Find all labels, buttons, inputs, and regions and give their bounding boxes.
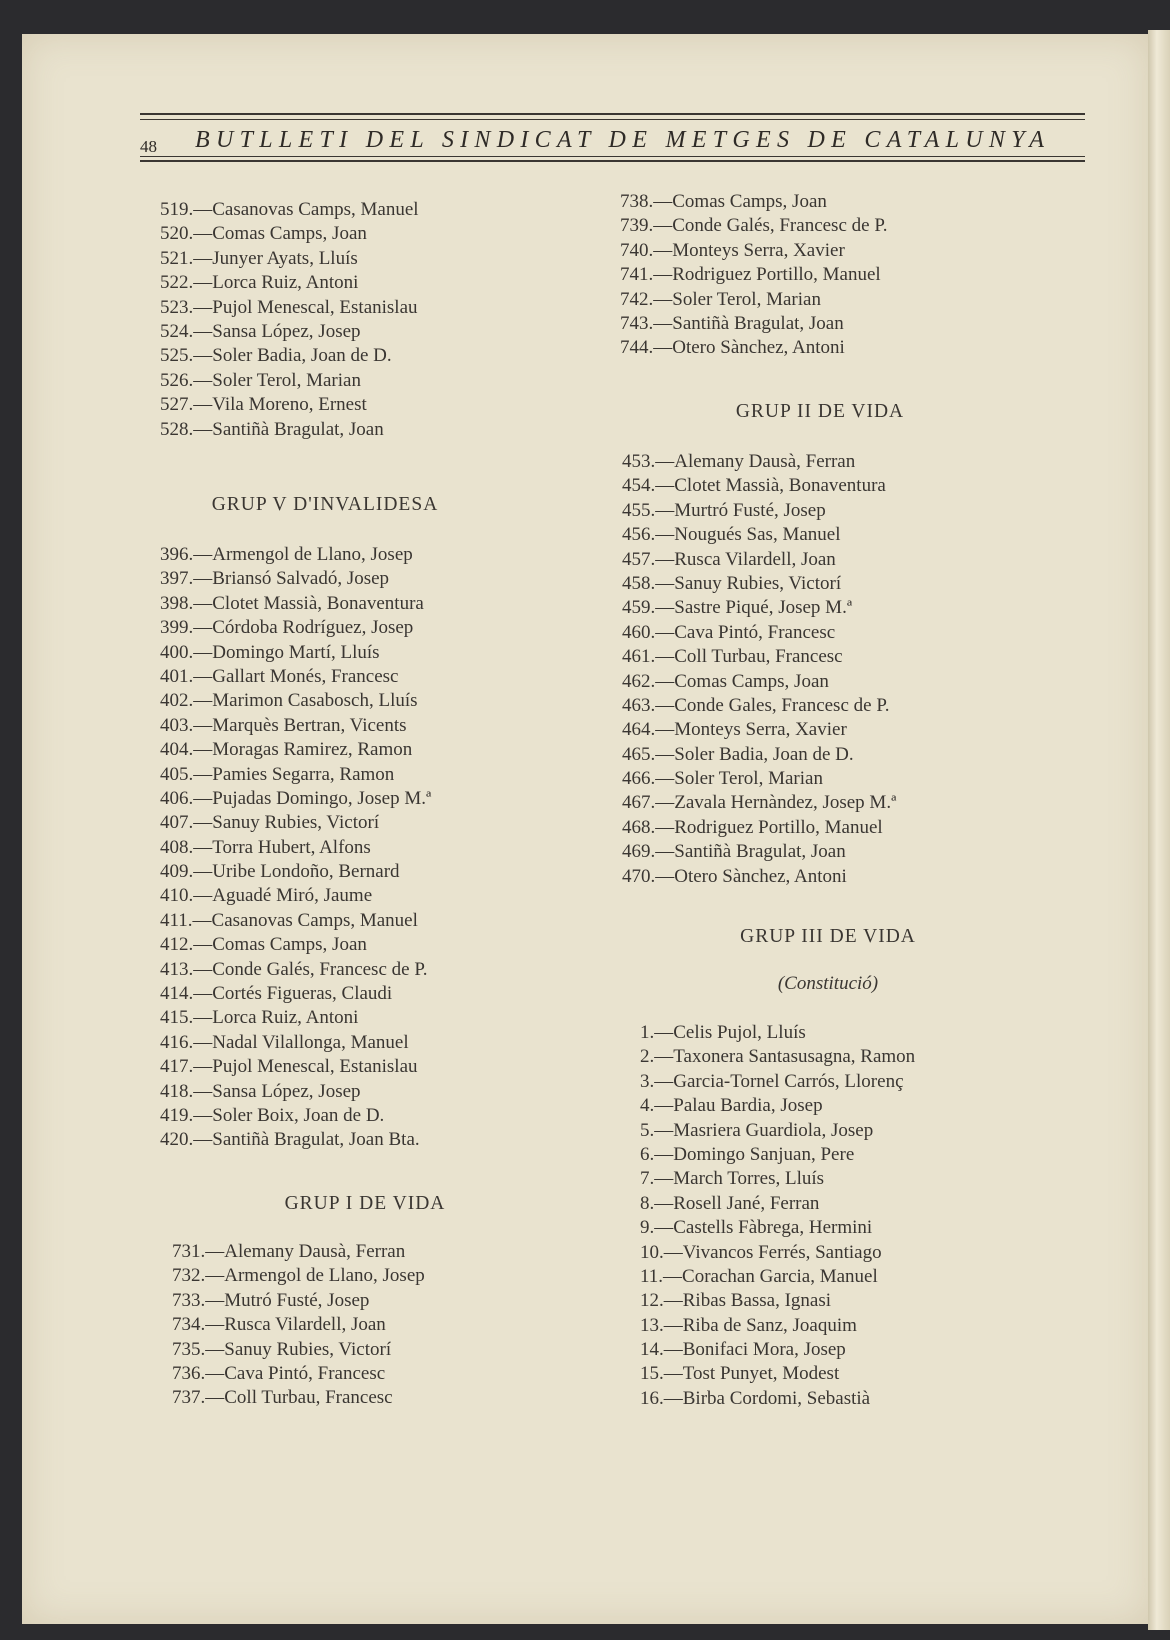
entry-name: —Clotet Massià, Bonaventura <box>193 592 424 614</box>
entry-name: —Moragas Ramirez, Ramon <box>193 739 413 761</box>
entry-number: 736. <box>172 1362 206 1384</box>
list-item <box>160 665 490 689</box>
running-title: BUTLLETI DEL SINDICAT DE METGES DE CATALUNYA <box>195 127 1051 153</box>
entry-number: 405. <box>160 763 194 785</box>
list-item <box>622 499 982 523</box>
entry-name: —Monteys Serra, Xavier <box>655 719 847 741</box>
entry-number: 527. <box>160 394 194 416</box>
list-item <box>622 621 982 645</box>
entry-name: —Soler Terol, Marian <box>193 369 361 391</box>
entry-name: —Lorca Ruiz, Antoni <box>193 272 359 294</box>
entry-name: —Bonifaci Mora, Josep <box>663 1339 846 1361</box>
entry-number: 412. <box>160 934 194 956</box>
section-title-grup-i: GRUP I DE VIDA <box>284 1193 446 1214</box>
entry-number: 406. <box>160 787 194 809</box>
entry-name: —Birba Cordomi, Sebastià <box>663 1387 871 1409</box>
entry-name: —Sanuy Rubies, Victorí <box>193 812 380 834</box>
list-item <box>160 320 490 344</box>
list-item <box>620 288 980 312</box>
list-item <box>160 222 490 246</box>
entry-name: —Alemany Dausà, Ferran <box>655 451 856 472</box>
entry-number: 733. <box>172 1289 206 1311</box>
list-item <box>622 474 982 498</box>
list-item <box>622 670 982 694</box>
entry-name: —Otero Sànchez, Antoni <box>653 337 845 359</box>
entry-number: 4. <box>640 1095 655 1117</box>
entry-number: 454. <box>622 475 656 497</box>
entry-name: —Domingo Sanjuan, Pere <box>654 1143 855 1165</box>
header-rule <box>140 156 1085 157</box>
entry-name: —Mutró Fusté, Josep <box>205 1289 370 1311</box>
entry-name: —Taxonera Santasusagna, Ramon <box>654 1046 916 1068</box>
list-item <box>160 1104 490 1128</box>
entry-number: 418. <box>160 1080 194 1102</box>
list-item <box>172 1313 502 1337</box>
entry-number: 526. <box>160 369 194 391</box>
list-item <box>160 296 490 320</box>
entry-number: 521. <box>160 247 194 269</box>
entry-number: 743. <box>620 312 654 334</box>
entry-number: 465. <box>622 743 656 765</box>
entry-number: 737. <box>172 1387 206 1409</box>
entry-number: 468. <box>622 816 656 838</box>
header-rule <box>140 160 1085 162</box>
entry-name: —Conde Galés, Francesc de P. <box>193 958 428 980</box>
entry-name: —Uribe Londoño, Bernard <box>193 861 400 883</box>
list-item <box>620 312 980 336</box>
entry-name: —Pujol Menescal, Estanislau <box>193 296 418 318</box>
entry-name: —Córdoba Rodríguez, Josep <box>193 617 414 639</box>
list-item <box>640 1314 1000 1338</box>
entry-name: —Rusca Vilardell, Joan <box>655 548 836 570</box>
entry-number: 462. <box>622 670 656 692</box>
list-item <box>160 738 490 762</box>
list-item <box>620 263 980 287</box>
entry-number: 457. <box>622 548 656 570</box>
entry-name: —Cortés Figueras, Claudi <box>193 983 393 1005</box>
list-item <box>160 787 490 811</box>
entry-number: 525. <box>160 345 194 367</box>
list-item <box>172 1386 502 1410</box>
entry-number: 455. <box>622 499 656 521</box>
section-title-grup-v: GRUP V D'INVALIDESA <box>211 494 439 515</box>
entry-name: —Coll Turbau, Francesc <box>205 1387 393 1409</box>
entry-name: —Conde Gales, Francesc de P. <box>655 694 890 716</box>
list-item <box>160 933 490 957</box>
list-item <box>640 1094 1000 1118</box>
entry-name: —Santiñà Bragulat, Joan <box>653 312 844 334</box>
entry-name: —Otero Sànchez, Antoni <box>655 865 847 887</box>
list-item <box>640 1045 1000 1069</box>
entry-name: —Celis Pujol, Lluís <box>654 1022 806 1043</box>
entry-name: —Garcia-Tornel Carrós, Llorenç <box>654 1070 904 1092</box>
page-header <box>140 113 1085 163</box>
entry-name: —Santiñà Bragulat, Joan <box>193 418 384 440</box>
page-edge <box>1148 30 1170 1630</box>
entry-number: 735. <box>172 1338 206 1360</box>
entry-number: 417. <box>160 1056 194 1078</box>
entry-number: 7. <box>640 1168 655 1190</box>
entry-name: —Soler Badia, Joan de D. <box>193 345 392 367</box>
entry-number: 453. <box>622 451 656 472</box>
list-item <box>160 982 490 1006</box>
entry-number: 419. <box>160 1104 194 1126</box>
list-item <box>622 645 982 669</box>
entry-name: —Soler Terol, Marian <box>655 768 823 790</box>
entry-number: 734. <box>172 1314 206 1336</box>
list-item <box>622 718 982 742</box>
entry-name: —Pujadas Domingo, Josep M.ª <box>193 787 432 809</box>
entry-number: 523. <box>160 296 194 318</box>
entry-name: —Casanovas Camps, Manuel <box>192 909 418 931</box>
entry-name: —Briansó Salvadó, Josep <box>193 568 390 590</box>
entry-name: —Nougués Sas, Manuel <box>655 524 841 546</box>
entry-number: 401. <box>160 665 194 687</box>
list-item <box>160 909 490 933</box>
entry-number: 407. <box>160 812 194 834</box>
entry-name: —Sanuy Rubies, Victorí <box>205 1338 392 1360</box>
list-item <box>160 418 490 442</box>
list-item <box>160 247 490 271</box>
list-item <box>160 592 490 616</box>
entry-name: —Sansa López, Josep <box>193 1080 361 1102</box>
list-item <box>160 836 490 860</box>
entry-number: 458. <box>622 572 656 594</box>
entry-number: 738. <box>620 191 654 212</box>
list-item <box>622 548 982 572</box>
list-item <box>160 763 490 787</box>
list-item <box>622 572 982 596</box>
entry-number: 460. <box>622 621 656 643</box>
entry-name: —Soler Terol, Marian <box>653 288 821 310</box>
header-rule <box>140 119 1085 120</box>
entry-name: —Vivancos Ferrés, Santiago <box>663 1241 882 1263</box>
list-item <box>160 714 490 738</box>
entry-name: —Comas Camps, Joan <box>653 191 827 212</box>
list-item <box>620 190 980 214</box>
entry-name: —Sanuy Rubies, Victorí <box>655 572 842 594</box>
entry-number: 16. <box>640 1387 664 1409</box>
list-item <box>160 1031 490 1055</box>
entry-number: 470. <box>622 865 656 887</box>
entry-number: 400. <box>160 641 194 663</box>
entry-name: —Santiñà Bragulat, Joan Bta. <box>193 1129 420 1151</box>
list-item <box>172 1289 502 1313</box>
entry-number: 2. <box>640 1046 655 1068</box>
entry-name: —Comas Camps, Joan <box>655 670 829 692</box>
entry-name: —Rodriguez Portillo, Manuel <box>653 264 881 286</box>
entry-number: 739. <box>620 215 654 237</box>
list-item <box>172 1338 502 1362</box>
entry-number: 415. <box>160 1007 194 1029</box>
list-item <box>160 1080 490 1104</box>
entry-number: 1. <box>640 1022 655 1043</box>
entry-name: —Santiñà Bragulat, Joan <box>655 841 846 863</box>
entry-name: —Rodriguez Portillo, Manuel <box>655 816 883 838</box>
list-item <box>160 689 490 713</box>
entry-number: 420. <box>160 1129 194 1151</box>
entry-name: —Junyer Ayats, Lluís <box>193 247 358 269</box>
entry-number: 411. <box>160 909 193 931</box>
entry-number: 12. <box>640 1290 664 1312</box>
list-item <box>160 393 490 417</box>
list-item <box>640 1362 1000 1386</box>
entry-number: 740. <box>620 239 654 261</box>
entry-number: 466. <box>622 768 656 790</box>
entry-number: 11. <box>640 1265 664 1287</box>
entry-name: —Clotet Massià, Bonaventura <box>655 475 886 497</box>
entry-number: 9. <box>640 1217 655 1239</box>
entry-name: —Lorca Ruiz, Antoni <box>193 1007 359 1029</box>
list-item <box>172 1240 502 1264</box>
entry-name: —Cava Pintó, Francesc <box>655 621 836 643</box>
entry-number: 8. <box>640 1192 655 1214</box>
entry-number: 519. <box>160 199 194 220</box>
member-list <box>620 190 980 361</box>
entry-number: 399. <box>160 617 194 639</box>
list-item <box>640 1021 1000 1045</box>
entry-name: —Armengol de Llano, Josep <box>193 544 413 565</box>
entry-number: 416. <box>160 1031 194 1053</box>
list-item <box>640 1192 1000 1216</box>
member-list <box>172 1240 502 1411</box>
list-item <box>160 641 490 665</box>
entry-name: —Nadal Vilallonga, Manuel <box>193 1031 409 1053</box>
entry-name: —Comas Camps, Joan <box>193 223 367 245</box>
list-item <box>622 450 982 474</box>
entry-name: —Armengol de Llano, Josep <box>205 1265 425 1287</box>
list-item <box>640 1119 1000 1143</box>
entry-name: —Sansa López, Josep <box>193 320 361 342</box>
entry-name: —Castells Fàbrega, Hermini <box>654 1217 873 1239</box>
entry-name: —March Torres, Lluís <box>654 1168 825 1190</box>
list-item <box>640 1265 1000 1289</box>
entry-number: 410. <box>160 885 194 907</box>
member-list <box>622 450 982 889</box>
member-list <box>160 543 490 1153</box>
list-item <box>160 369 490 393</box>
entry-number: 396. <box>160 544 194 565</box>
list-item <box>160 958 490 982</box>
entry-name: —Ribas Bassa, Ignasi <box>663 1290 832 1312</box>
list-item <box>160 616 490 640</box>
entry-name: —Marquès Bertran, Vicents <box>193 714 407 736</box>
entry-number: 397. <box>160 568 194 590</box>
list-item <box>640 1070 1000 1094</box>
list-item <box>160 567 490 591</box>
entry-name: —Aguadé Miró, Jaume <box>193 885 373 907</box>
list-item <box>160 271 490 295</box>
entry-name: —Soler Badia, Joan de D. <box>655 743 854 765</box>
entry-name: —Monteys Serra, Xavier <box>653 239 845 261</box>
entry-name: —Rusca Vilardell, Joan <box>205 1314 386 1336</box>
entry-number: 456. <box>622 524 656 546</box>
entry-name: —Domingo Martí, Lluís <box>193 641 380 663</box>
entry-number: 403. <box>160 714 194 736</box>
entry-name: —Comas Camps, Joan <box>193 934 367 956</box>
entry-number: 744. <box>620 337 654 359</box>
list-item <box>640 1241 1000 1265</box>
list-item <box>640 1216 1000 1240</box>
entry-number: 10. <box>640 1241 664 1263</box>
entry-number: 398. <box>160 592 194 614</box>
entry-number: 731. <box>172 1241 206 1262</box>
entry-number: 742. <box>620 288 654 310</box>
list-item <box>640 1338 1000 1362</box>
entry-name: —Zavala Hernàndez, Josep M.ª <box>655 792 897 814</box>
list-item <box>160 884 490 908</box>
list-item <box>160 811 490 835</box>
section-subtitle: (Constitució) <box>777 973 879 994</box>
entry-number: 13. <box>640 1314 664 1336</box>
entry-number: 524. <box>160 320 194 342</box>
header-rule <box>140 113 1085 115</box>
entry-name: —Pamies Segarra, Ramon <box>193 763 395 785</box>
entry-number: 408. <box>160 836 194 858</box>
entry-name: —Conde Galés, Francesc de P. <box>653 215 888 237</box>
list-item <box>160 344 490 368</box>
entry-number: 414. <box>160 983 194 1005</box>
list-item <box>622 840 982 864</box>
entry-number: 404. <box>160 739 194 761</box>
entry-number: 15. <box>640 1363 664 1385</box>
entry-name: —Gallart Monés, Francesc <box>193 665 399 687</box>
entry-name: —Marimon Casabosch, Lluís <box>193 690 418 712</box>
entry-number: 741. <box>620 264 654 286</box>
list-item <box>620 336 980 360</box>
entry-name: —Tost Punyet, Modest <box>663 1363 840 1385</box>
entry-number: 402. <box>160 690 194 712</box>
list-item <box>620 239 980 263</box>
entry-name: —Palau Bardia, Josep <box>654 1095 823 1117</box>
list-item <box>640 1289 1000 1313</box>
entry-number: 3. <box>640 1070 655 1092</box>
list-item <box>622 596 982 620</box>
member-list <box>160 198 490 442</box>
entry-name: —Corachan Garcia, Manuel <box>663 1265 878 1287</box>
entry-number: 459. <box>622 597 656 619</box>
section-title-grup-iii: GRUP III DE VIDA <box>740 926 916 947</box>
entry-name: —Torra Hubert, Alfons <box>193 836 371 858</box>
list-item <box>622 791 982 815</box>
list-item <box>160 860 490 884</box>
entry-number: 14. <box>640 1339 664 1361</box>
page-number: 48 <box>140 137 157 156</box>
entry-number: 520. <box>160 223 194 245</box>
list-item <box>622 767 982 791</box>
entry-name: —Pujol Menescal, Estanislau <box>193 1056 418 1078</box>
entry-number: 464. <box>622 719 656 741</box>
entry-number: 463. <box>622 694 656 716</box>
list-item <box>160 543 490 567</box>
list-item <box>640 1167 1000 1191</box>
entry-number: 467. <box>622 792 656 814</box>
entry-name: —Murtró Fusté, Josep <box>655 499 826 521</box>
list-item <box>160 1128 490 1152</box>
entry-name: —Vila Moreno, Ernest <box>193 394 367 416</box>
entry-name: —Rosell Jané, Ferran <box>654 1192 820 1214</box>
entry-name: —Coll Turbau, Francesc <box>655 646 843 668</box>
entry-number: 5. <box>640 1119 655 1141</box>
section-title-grup-ii: GRUP II DE VIDA <box>735 401 905 422</box>
entry-name: —Sastre Piqué, Josep M.ª <box>655 597 853 619</box>
entry-number: 732. <box>172 1265 206 1287</box>
list-item <box>622 816 982 840</box>
entry-number: 409. <box>160 861 194 883</box>
list-item <box>622 865 982 889</box>
list-item <box>622 743 982 767</box>
entry-name: —Masriera Guardiola, Josep <box>654 1119 874 1141</box>
entry-name: —Riba de Sanz, Joaquim <box>663 1314 857 1336</box>
entry-number: 413. <box>160 958 194 980</box>
member-list <box>640 1021 1000 1411</box>
entry-name: —Cava Pintó, Francesc <box>205 1362 386 1384</box>
entry-number: 6. <box>640 1143 655 1165</box>
list-item <box>622 694 982 718</box>
entry-name: —Soler Boix, Joan de D. <box>193 1104 385 1126</box>
list-item <box>622 523 982 547</box>
list-item <box>620 214 980 238</box>
entry-number: 469. <box>622 841 656 863</box>
entry-name: —Casanovas Camps, Manuel <box>193 199 419 220</box>
entry-number: 528. <box>160 418 194 440</box>
list-item <box>172 1264 502 1288</box>
list-item <box>160 1006 490 1030</box>
list-item <box>640 1387 1000 1411</box>
entry-name: —Alemany Dausà, Ferran <box>205 1241 406 1262</box>
list-item <box>160 198 490 222</box>
list-item <box>172 1362 502 1386</box>
list-item <box>640 1143 1000 1167</box>
list-item <box>160 1055 490 1079</box>
entry-number: 522. <box>160 272 194 294</box>
entry-number: 461. <box>622 646 656 668</box>
